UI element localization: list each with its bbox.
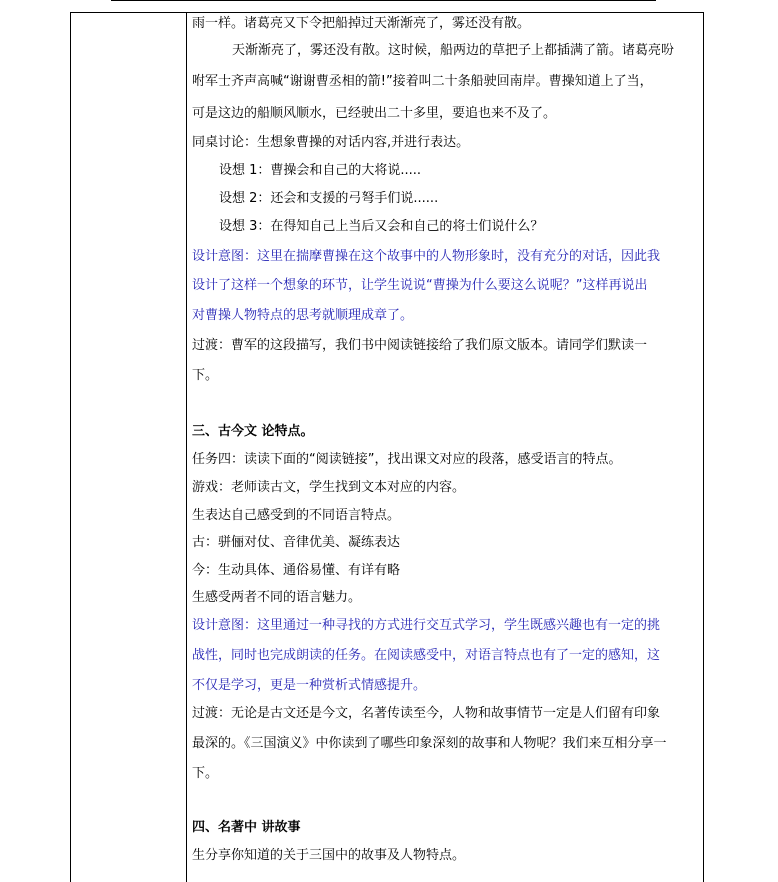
text-line: 雨一样。诸葛亮又下令把船掉过天渐渐亮了，雾还没有散。 — [192, 16, 531, 31]
header-rule — [111, 0, 656, 1]
text-line: 天渐渐亮了，雾还没有散。这时候，船两边的草把子上都插满了箭。诸葛亮吩 — [232, 43, 675, 58]
text-line: 古：骈俪对仗、音律优美、凝练表达 — [192, 535, 401, 550]
text-line: 设想 2：还会和支援的弓弩手们说...... — [219, 191, 439, 206]
text-line: 任务四：读读下面的“阅读链接”，找出课文对应的段落，感受语言的特点。 — [192, 452, 622, 467]
text-line: 过渡：曹军的这段描写，我们书中阅读链接给了我们原文版本。请同学们默读一 — [192, 338, 648, 353]
section-heading: 三、古今文 论特点。 — [192, 424, 314, 439]
text-line: 生表达自己感受到的不同语言特点。 — [192, 508, 401, 523]
design-intent-text: 设计了这样一个想象的环节，让学生说说“曹操为什么要这么说呢？”这样再说出 — [192, 278, 648, 293]
text-line: 过渡：无论是古文还是今文，名著传读至今，人物和故事情节一定是人们留有印象 — [192, 706, 661, 721]
design-intent-text: 设计意图：这里通过一种寻找的方式进行交互式学习，学生既感兴趣也有一定的挑 — [192, 618, 661, 633]
text-line: 生分享你知道的关于三国中的故事及人物特点。 — [192, 848, 466, 863]
text-line: 游戏：老师读古文，学生找到文本对应的内容。 — [192, 480, 466, 495]
text-line: 最深的。《三国演义》中你读到了哪些印象深刻的故事和人物呢？我们来互相分享一 — [192, 736, 667, 751]
column-divider — [186, 13, 187, 882]
text-line: 咐军士齐声高喊“谢谢曹丞相的箭!”接着叫二十条船驶回南岸。曹操知道上了当， — [192, 74, 653, 89]
text-line: 下。 — [192, 368, 219, 383]
text-line: 设想 3：在得知自己上当后又会和自己的将士们说什么？ — [219, 219, 544, 234]
text-line: 生感受两者不同的语言魅力。 — [192, 590, 362, 605]
text-line: 同桌讨论：生想象曹操的对话内容,并进行表达。 — [192, 135, 470, 150]
design-intent-text: 战性，同时也完成朗读的任务。在阅读感受中，对语言特点也有了一定的感知，这 — [192, 648, 661, 663]
design-intent-text: 对曹操人物特点的思考就顺理成章了。 — [192, 308, 414, 323]
text-line: 设想 1：曹操会和自己的大将说..... — [219, 163, 422, 178]
section-heading: 四、名著中 讲故事 — [192, 820, 301, 835]
text-line: 下。 — [192, 766, 219, 781]
text-line: 可是这边的船顺风顺水，已经驶出二十多里，要追也来不及了。 — [192, 106, 557, 121]
design-intent-text: 不仅是学习，更是一种赏析式情感提升。 — [192, 678, 427, 693]
design-intent-text: 设计意图：这里在揣摩曹操在这个故事中的人物形象时，没有充分的对话，因此我 — [192, 249, 661, 264]
text-line: 今：生动具体、通俗易懂、有详有略 — [192, 563, 401, 578]
